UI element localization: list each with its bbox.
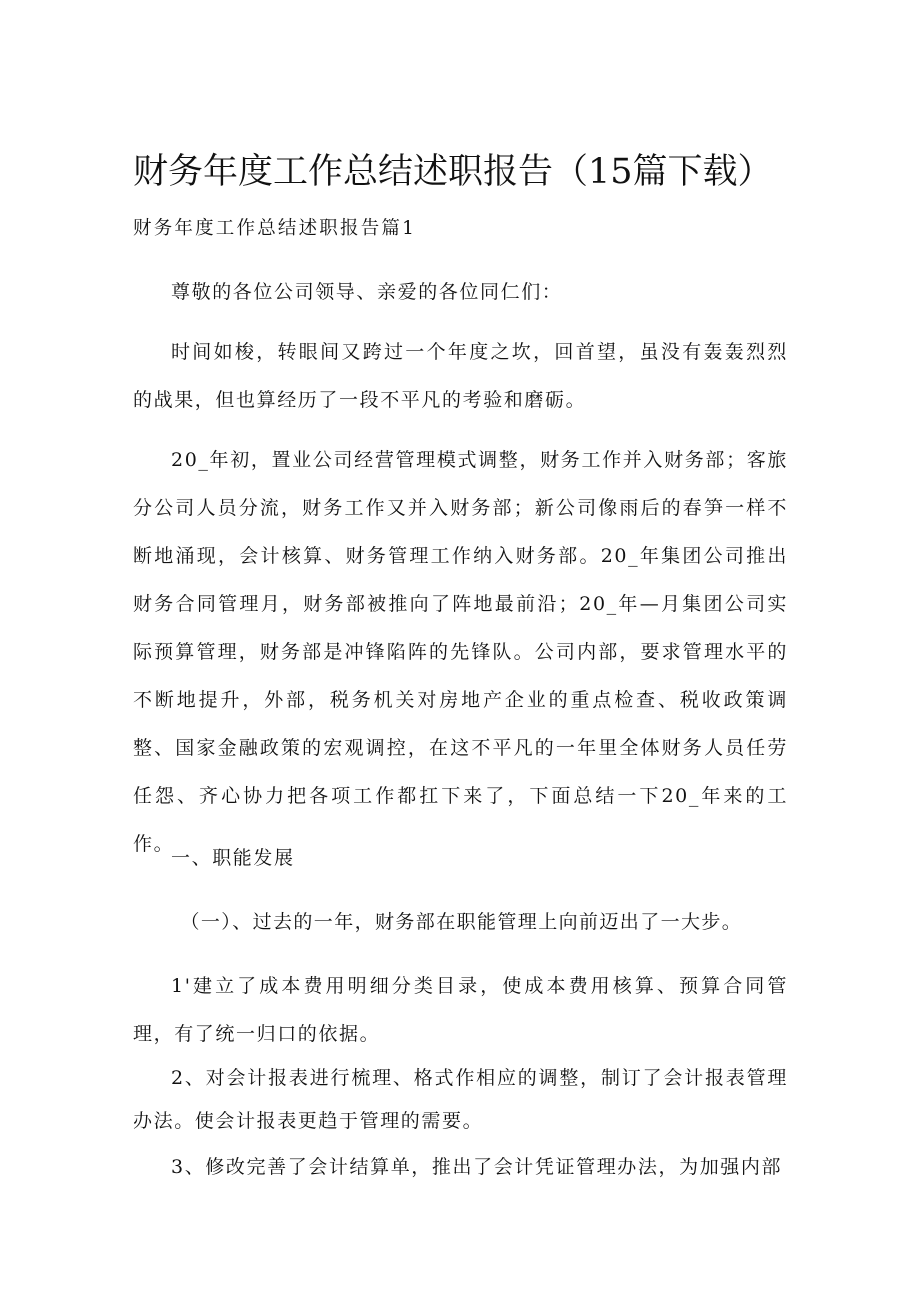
paragraph-intro: 时间如梭，转眼间又跨过一个年度之坎，回首望，虽没有轰轰烈烈的战果，但也算经历了一段不平凡的考验和磨砺。 xyxy=(133,341,788,411)
subsection-heading-1: （一）、过去的一年，财务部在职能管理上向前迈出了一大步。 xyxy=(180,911,743,933)
section-heading-functions: 一、职能发展 xyxy=(171,847,295,869)
list-item-3: 3、修改完善了会计结算单，推出了会计凭证管理办法，为加强内部 xyxy=(171,1156,783,1178)
document-subtitle: 财务年度工作总结述职报告篇1 xyxy=(133,218,417,239)
list-item-1: 1'建立了成本费用明细分类目录，使成本费用核算、预算合同管理，有了统一归口的依据。 xyxy=(133,975,788,1045)
paragraph-greeting: 尊敬的各位公司领导、亲爱的各位同仁们： xyxy=(171,281,563,303)
paragraph-year-overview: 20_年初，置业公司经营管理模式调整，财务工作并入财务部；客旅分公司人员分流，财务工作又并入财务部；新公司像雨后的春笋一样不断地涌现，会计核算、财务管理工作纳入财务部。20_年集团公司推出财务合同管理月，财务部被推向了阵地最前沿；20_年—月集团公司实际预算管理，财务部是冲锋陷阵的先锋队。公司内部，要求管理水平的不断地提升，外部，税务机关对房地产企业的重点检查、税收政策调整、国家金融政策的宏观调控，在这不平凡的一年里全体财务人员任劳任怨、齐心协力把各项工作都扛下来了，下面总结一下20_年来的工作。 xyxy=(133,449,788,855)
document-title: 财务年度工作总结述职报告（15篇下载） xyxy=(133,152,773,192)
list-item-2: 2、对会计报表进行梳理、格式作相应的调整，制订了会计报表管理办法。使会计报表更趋于管理的需要。 xyxy=(133,1067,788,1132)
